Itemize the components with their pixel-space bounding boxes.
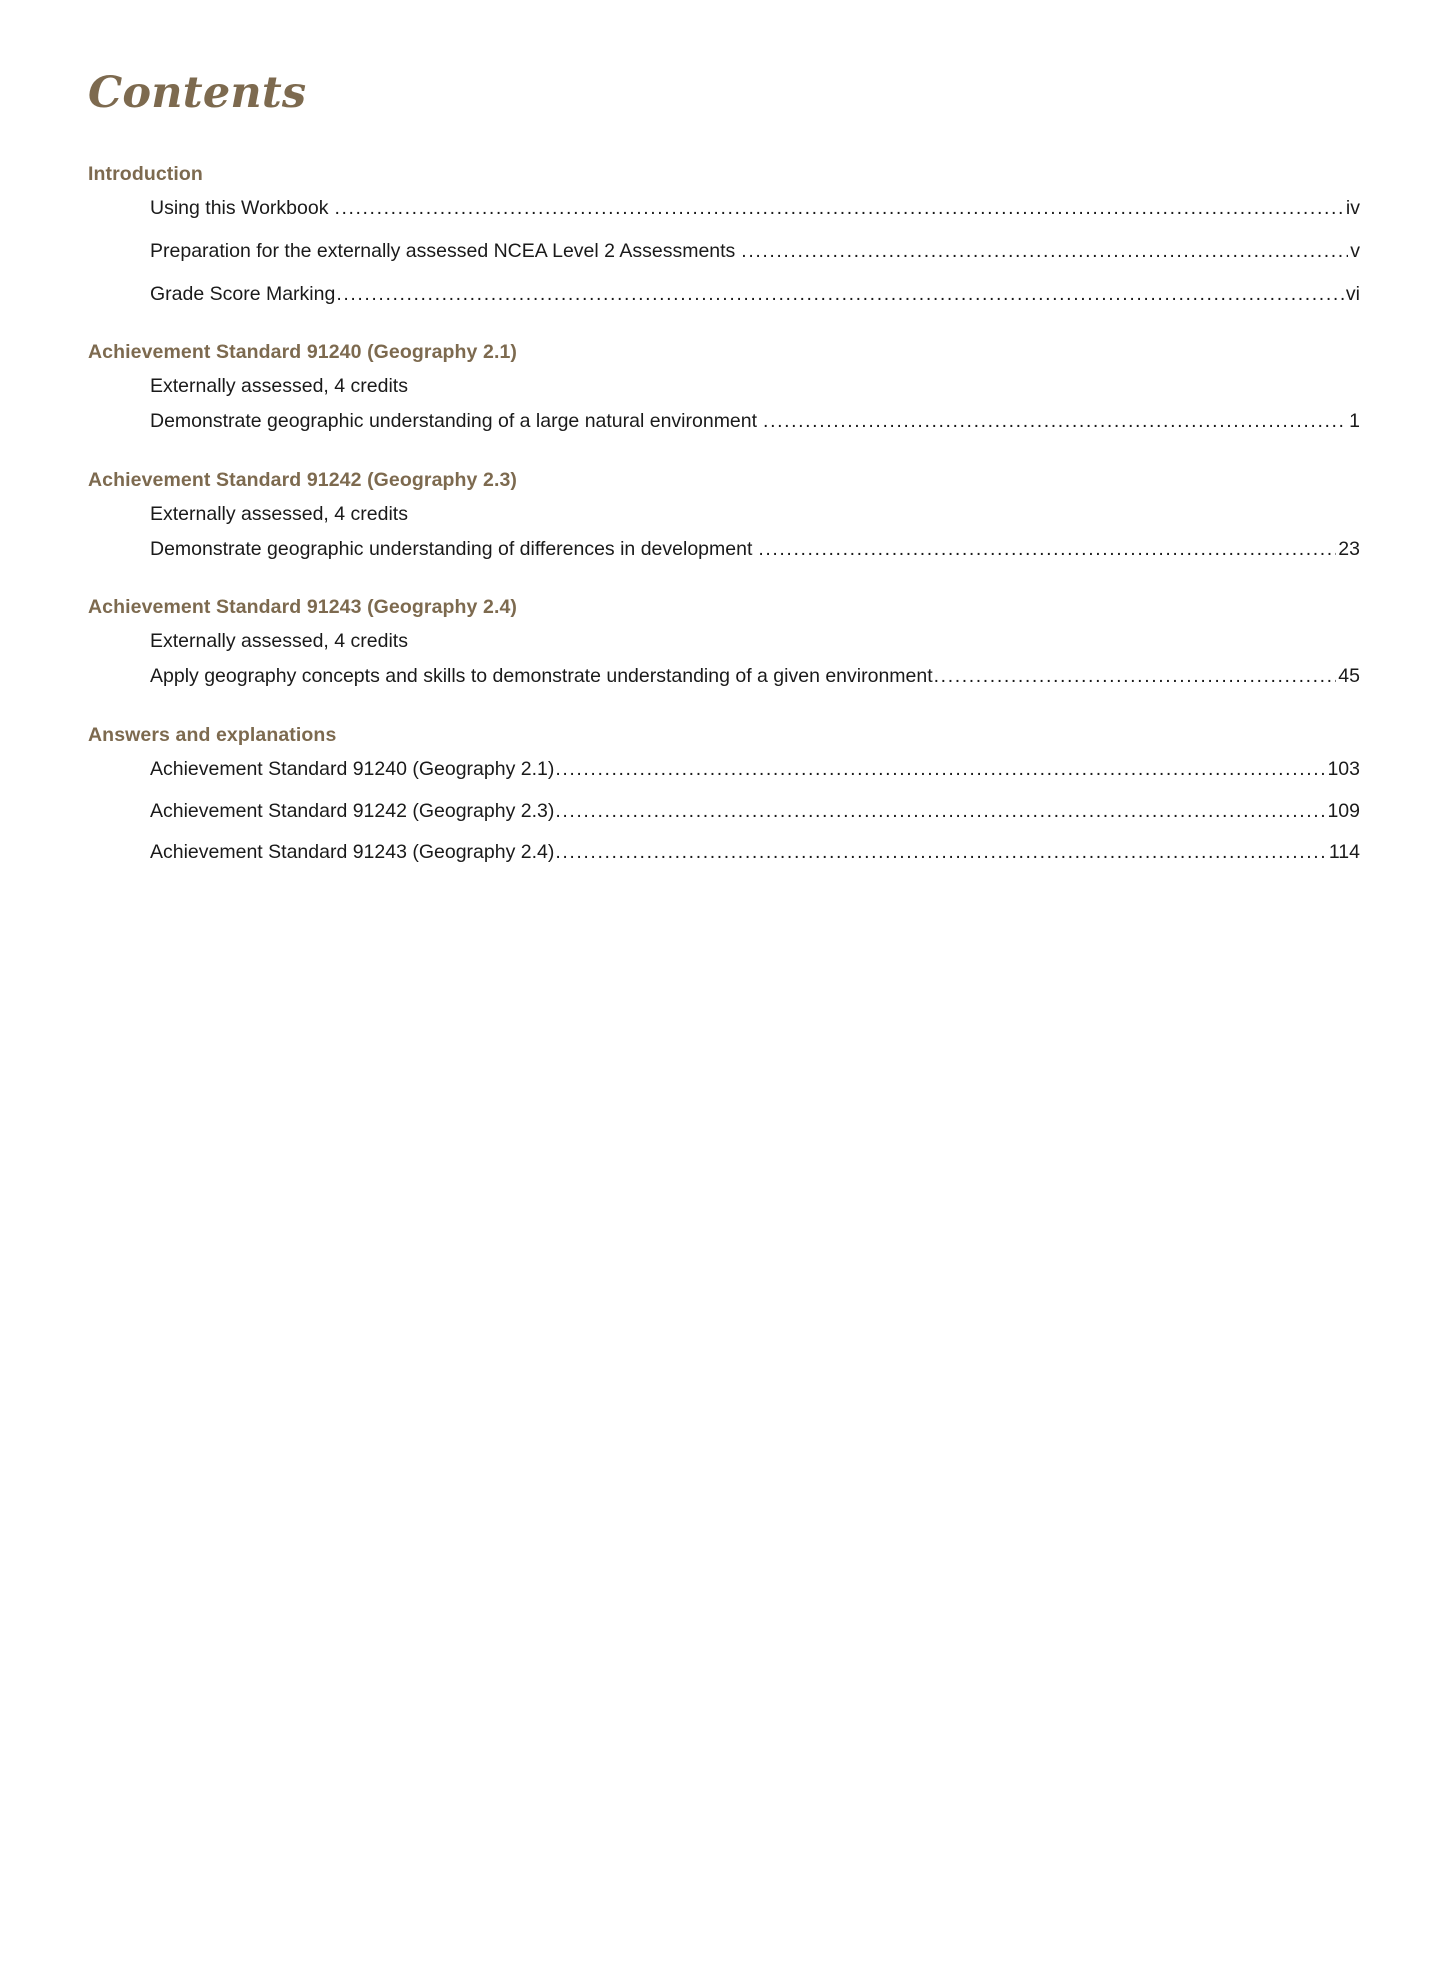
toc-entry-label: Preparation for the externally assessed NCEA Level 2 Assessments (150, 239, 736, 262)
toc-entry-label: Achievement Standard 91240 (Geography 2.1) (150, 757, 555, 780)
toc-entry[interactable] (150, 409, 1360, 434)
toc-section-answers (88, 723, 1360, 865)
toc-section-as91242 (88, 468, 1360, 562)
toc-entry[interactable] (150, 196, 1360, 221)
section-heading: Answers and explanations (88, 723, 337, 746)
toc-entry-page-number: 103 (1327, 757, 1360, 780)
dot-leader (763, 409, 1347, 434)
toc-content-area (88, 68, 1360, 882)
toc-entry-page-number: 114 (1328, 841, 1360, 864)
toc-entry-page-number: vi (1345, 282, 1360, 305)
section-credits-note: Externally assessed, 4 credits (150, 375, 408, 398)
section-heading: Introduction (88, 163, 203, 185)
toc-entry-page-number: 23 (1338, 537, 1360, 560)
page-title: Contents (88, 68, 307, 118)
toc-entry-page-number: 45 (1338, 665, 1360, 687)
toc-entry-label: Demonstrate geographic understanding of a large natural environment (150, 410, 758, 432)
dot-leader (741, 239, 1348, 264)
toc-entry-label: Apply geography concepts and skills to demonstrate understanding of a given environment (150, 665, 933, 687)
toc-entry-page-number: v (1350, 239, 1360, 262)
toc-entry-label: Grade Score Marking (150, 282, 336, 305)
toc-entry-page-number: 109 (1327, 799, 1360, 822)
toc-section-introduction (88, 162, 1360, 306)
dot-leader (555, 757, 1325, 782)
toc-entry-page-number: 1 (1349, 410, 1360, 432)
dot-leader (334, 196, 1343, 221)
toc-entry[interactable] (150, 757, 1360, 782)
section-heading: Achievement Standard 91242 (Geography 2.3) (88, 468, 518, 491)
toc-entry-label: Demonstrate geographic understanding of differences in development (150, 537, 753, 560)
toc-section-as91240 (88, 340, 1360, 434)
toc-entry[interactable] (150, 239, 1360, 264)
section-heading: Achievement Standard 91240 (Geography 2.1) (88, 341, 518, 364)
section-heading: Achievement Standard 91243 (Geography 2.4) (88, 596, 518, 619)
dot-leader (336, 282, 1344, 307)
section-credits-note: Externally assessed, 4 credits (150, 502, 408, 525)
dot-leader (555, 799, 1325, 824)
toc-entry[interactable] (150, 282, 1360, 307)
toc-entry-label: Using this Workbook (150, 197, 329, 220)
toc-entry[interactable] (150, 664, 1360, 689)
toc-entry[interactable] (150, 537, 1360, 562)
section-credits-note: Externally assessed, 4 credits (150, 630, 408, 653)
dot-leader (555, 840, 1327, 865)
toc-entry-label: Achievement Standard 91243 (Geography 2.4) (150, 841, 555, 864)
toc-entry-label: Achievement Standard 91242 (Geography 2.3) (150, 799, 555, 822)
toc-entry-page-number: iv (1345, 197, 1360, 220)
toc-section-as91243 (88, 595, 1360, 689)
toc-entry[interactable] (150, 840, 1360, 865)
dot-leader (934, 664, 1337, 689)
toc-entry[interactable] (150, 799, 1360, 824)
dot-leader (758, 537, 1336, 562)
